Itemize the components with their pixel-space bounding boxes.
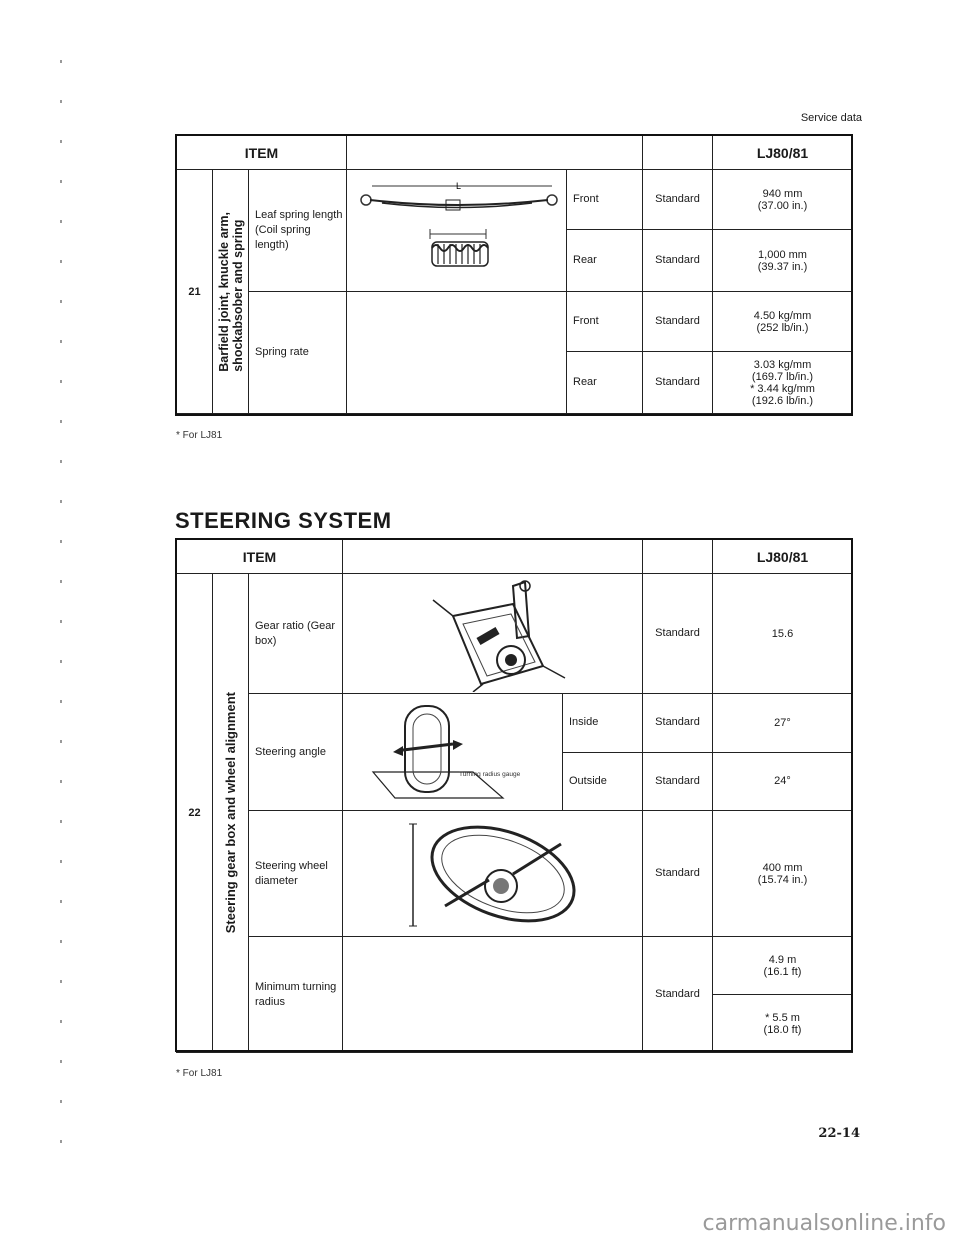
turning-radius-label: Minimum turning radius — [249, 937, 343, 1053]
leaf-spring-label: Leaf spring length (Coil spring length) — [249, 170, 347, 292]
wheel-diameter-label: Steering wheel diameter — [249, 811, 343, 937]
table1-item-header: ITEM — [177, 136, 347, 170]
turning-value-1: 4.9 m (16.1 ft) — [713, 937, 853, 995]
service-data-header: Service data — [800, 112, 862, 124]
row-val-1: 940 mm (37.00 in.) — [713, 170, 853, 230]
spring-rate-label: Spring rate — [249, 292, 347, 414]
steering-angle-illustration — [343, 694, 563, 811]
wheel-value: 400 mm (15.74 in.) — [713, 811, 853, 937]
spring-illustration — [347, 170, 567, 292]
svg-text:Turning radius gauge: Turning radius gauge — [458, 771, 520, 778]
row-front-2: Front — [567, 292, 643, 352]
inside-label: Inside — [563, 694, 643, 753]
row-rear-1: Rear — [567, 230, 643, 292]
outside-value: 24° — [713, 752, 853, 811]
table2-item-number: 22 — [177, 574, 213, 1053]
table1-item-number: 21 — [177, 170, 213, 414]
row-val-4: 3.03 kg/mm (169.7 lb/in.) * 3.44 kg/mm (192.6 lb/in.) — [713, 352, 853, 414]
svg-text:L: L — [455, 180, 461, 191]
scan-margin-marks — [58, 60, 66, 1180]
steering-angle-label: Steering angle — [249, 694, 343, 811]
row-std-2: Standard — [643, 230, 713, 292]
outside-std: Standard — [643, 752, 713, 811]
gear-ratio-label: Gear ratio (Gear box) — [249, 574, 343, 694]
row-std-1: Standard — [643, 170, 713, 230]
table1-group-label: Barfield joint, knuckle arm, shockabsober and spring — [213, 170, 249, 414]
table2-footnote: * For LJ81 — [176, 1068, 223, 1079]
turning-std: Standard — [643, 937, 713, 1053]
gear-ratio-value: 15.6 — [713, 574, 853, 694]
row-val-3: 4.50 kg/mm (252 lb/in.) — [713, 292, 853, 352]
table2-group-label: Steering gear box and wheel alignment — [213, 574, 249, 1053]
inside-std: Standard — [643, 694, 713, 753]
steering-spec-table — [176, 539, 853, 1053]
wheel-std: Standard — [643, 811, 713, 937]
table1-footnote: * For LJ81 — [176, 430, 223, 441]
inside-value: 27° — [713, 694, 853, 753]
section-title: STEERING SYSTEM — [175, 508, 392, 533]
gear-box-illustration — [343, 574, 643, 694]
spring-spec-table — [176, 135, 853, 414]
row-val-2: 1,000 mm (39.37 in.) — [713, 230, 853, 292]
row-front-1: Front — [567, 170, 643, 230]
turning-value-2: * 5.5 m (18.0 ft) — [713, 995, 853, 1053]
table2-item-header: ITEM — [177, 540, 343, 574]
outside-label: Outside — [563, 752, 643, 811]
row-std-4: Standard — [643, 352, 713, 414]
gear-ratio-std: Standard — [643, 574, 713, 694]
row-std-3: Standard — [643, 292, 713, 352]
row-rear-2: Rear — [567, 352, 643, 414]
page-number: 22-14 — [818, 1126, 860, 1141]
steering-wheel-illustration — [343, 811, 643, 937]
table1-model-header: LJ80/81 — [713, 136, 853, 170]
watermark: carmanualsonline.info — [702, 1211, 946, 1236]
table2-model-header: LJ80/81 — [713, 540, 853, 574]
